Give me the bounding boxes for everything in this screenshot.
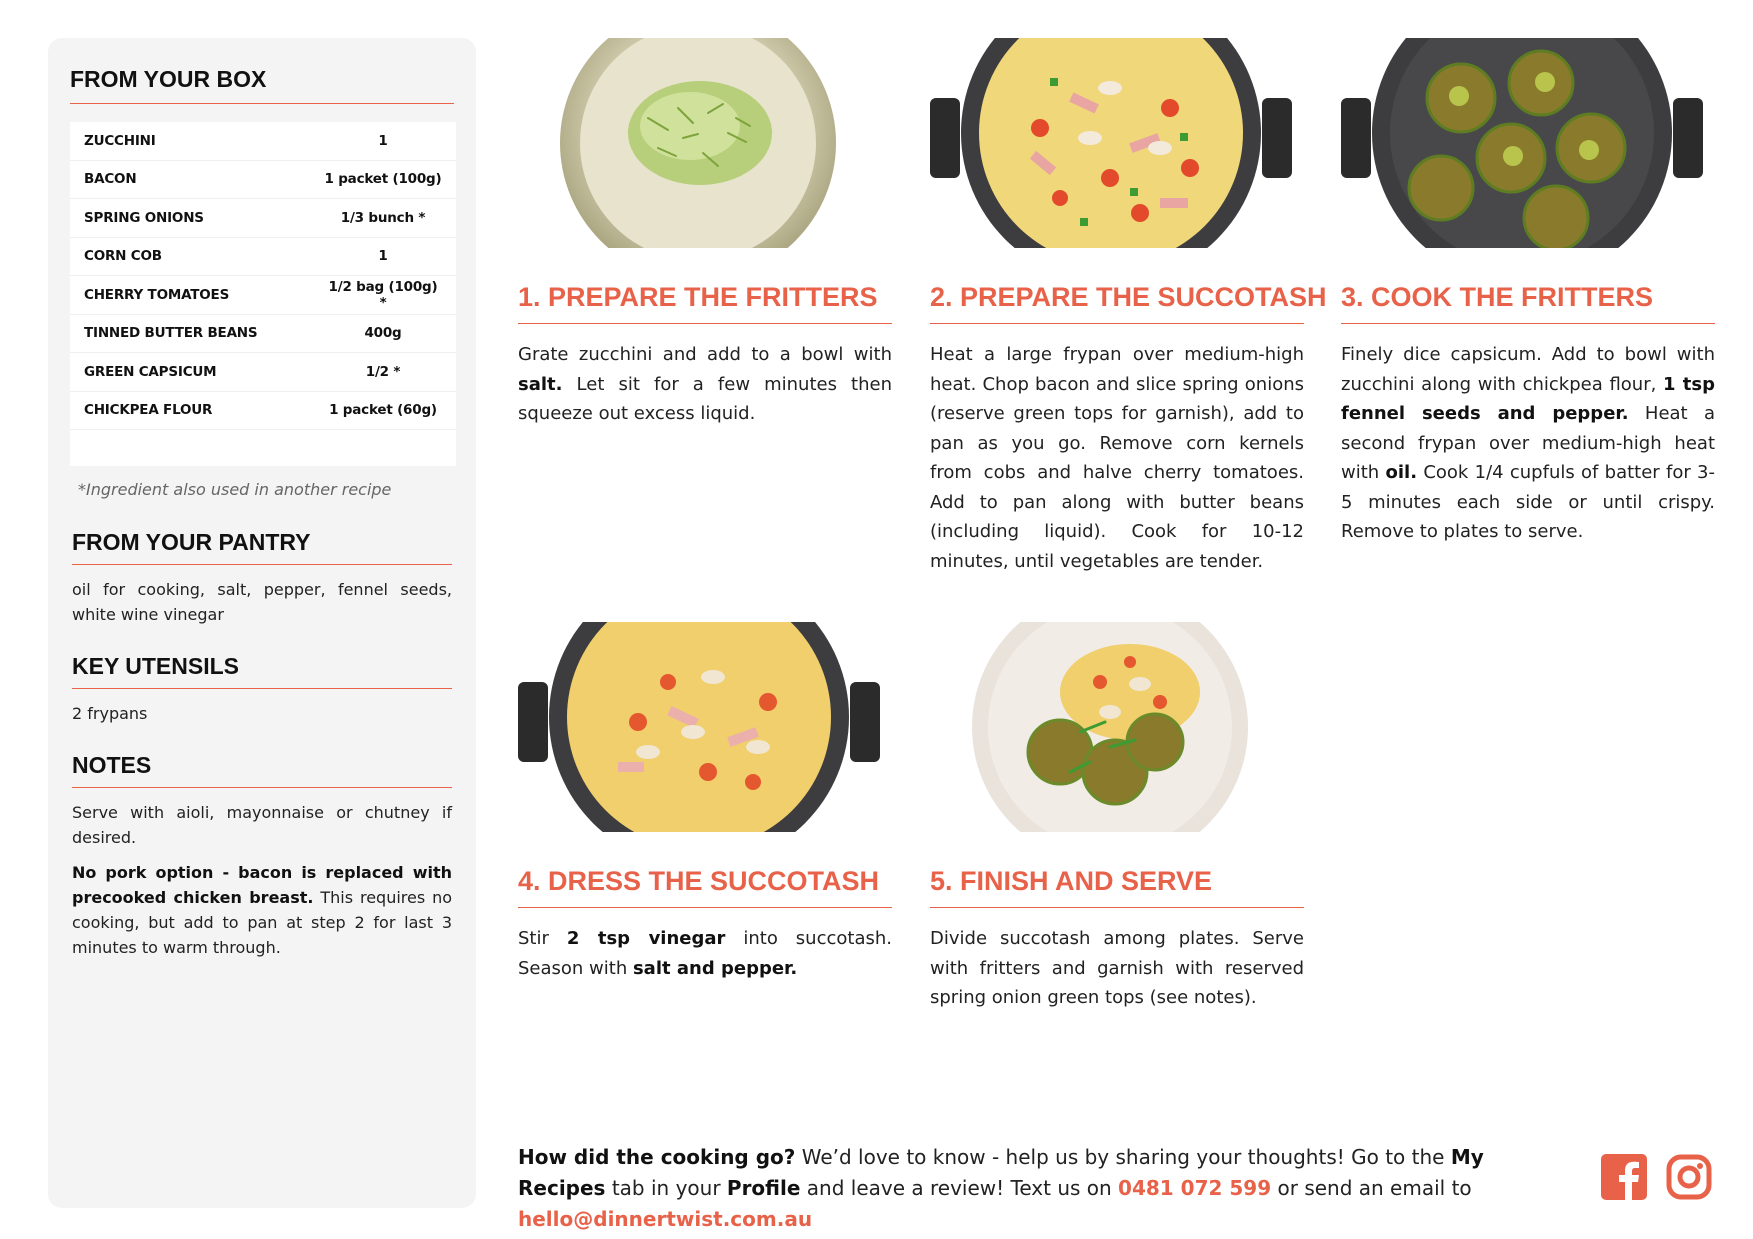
pantry-section <box>70 529 454 627</box>
ingredients-table <box>70 122 456 466</box>
step-text-segment: Heat a large frypan over medium-high heat. Chop bacon and slice spring onions (reserve green tops for garnish), add to pan as you go. Remove corn kernels from cobs and halve cherry tomatoes. Add to pan along with butter beans (including liquid). Cook for 10-12 minutes, until vegetables are tender. <box>930 344 1304 572</box>
ingredient-row <box>70 392 456 431</box>
ingredient-row <box>70 238 456 277</box>
step-2-text <box>930 340 1304 576</box>
ingredient-quantity: 1/3 bunch * <box>340 209 426 226</box>
step-text-bold: 2 tsp vinegar <box>566 928 726 949</box>
ingredient-quantity: 400g <box>364 325 402 342</box>
my-recipes-link[interactable]: My Recipes <box>518 1145 1484 1200</box>
ingredient-quantity: 1 <box>378 132 388 149</box>
step-3-title: 3. COOK THE FRITTERS <box>1341 282 1715 324</box>
ingredient-row <box>70 276 456 315</box>
email-link[interactable]: hello@dinnertwist.com.au <box>518 1207 813 1231</box>
photo-grated-zucchini-bowl <box>518 38 880 248</box>
review-question: How did the cooking go? <box>518 1145 796 1169</box>
utensils-heading: KEY UTENSILS <box>72 653 452 689</box>
ingredient-row <box>70 199 456 238</box>
step-text-segment: Finely dice capsicum. Add to bowl with zucchini along with chickpea flour, <box>1341 344 1715 395</box>
notes-text: Serve with aioli, mayonnaise or chutney if desired. <box>72 803 452 847</box>
step-2-title: 2. PREPARE THE SUCCOTASH <box>930 282 1304 324</box>
step-1 <box>518 38 892 429</box>
ingredient-row <box>70 353 456 392</box>
facebook-icon[interactable] <box>1601 1154 1647 1200</box>
no-pork-option-text: This requires no cooking, but add to pan at step 2 for last 3 minutes to warm through. <box>72 888 453 957</box>
photo-dressed-succotash-pan <box>518 622 880 832</box>
notes-heading: NOTES <box>72 752 452 788</box>
step-4 <box>518 622 892 983</box>
ingredient-quantity: 1/2 * <box>365 363 401 380</box>
step-5-title: 5. FINISH AND SERVE <box>930 866 1304 908</box>
step-text-segment: into succotash. Season with <box>518 928 892 979</box>
ingredient-name: GREEN CAPSICUM <box>84 363 217 380</box>
step-text-segment: Cook 1/4 cupfuls of batter for 3-5 minutes each side or until crispy. Remove to plates to serve. <box>1341 462 1715 542</box>
from-your-box-heading: FROM YOUR BOX <box>70 66 454 104</box>
ingredient-quantity: 1 <box>378 248 388 265</box>
step-text-bold: salt and pepper. <box>632 957 798 979</box>
step-1-text <box>518 340 892 429</box>
step-text-segment: Stir <box>518 928 567 949</box>
review-text-2: tab in your <box>605 1176 727 1200</box>
step-text-bold: salt. <box>518 373 563 395</box>
instagram-icon[interactable] <box>1666 1154 1712 1200</box>
step-text-bold: 1 tsp fennel seeds and pepper. <box>1341 373 1715 424</box>
ingredient-name: CHERRY TOMATOES <box>84 286 230 303</box>
ingredient-name: CHICKPEA FLOUR <box>84 402 213 419</box>
no-pork-option-bold: No pork option - bacon is replaced with precooked chicken breast. <box>72 863 452 907</box>
utensils-text: 2 frypans <box>72 704 148 723</box>
step-5-text <box>930 924 1304 1013</box>
shared-ingredient-note: *Ingredient also used in another recipe <box>78 480 392 499</box>
ingredient-quantity: 1 packet (60g) <box>329 402 437 419</box>
pantry-heading: FROM YOUR PANTRY <box>72 529 452 565</box>
ingredient-name: CORN COB <box>84 248 162 265</box>
ingredient-name: ZUCCHINI <box>84 132 156 149</box>
photo-plated-dish <box>930 622 1292 832</box>
step-3 <box>1341 38 1715 547</box>
no-pork-note <box>72 860 452 960</box>
step-5 <box>930 622 1304 1013</box>
notes-section <box>70 752 454 960</box>
step-3-text <box>1341 340 1715 547</box>
ingredient-name: TINNED BUTTER BEANS <box>84 325 258 342</box>
review-prompt <box>518 1142 1578 1235</box>
ingredient-name: SPRING ONIONS <box>84 209 204 226</box>
step-text-bold: oil. <box>1385 462 1418 483</box>
step-text-segment: Heat a second frypan over medium-high heat with <box>1341 403 1716 483</box>
review-text-1: We’d love to know - help us by sharing your thoughts! Go to the <box>795 1145 1451 1169</box>
ingredient-quantity: 1/2 bag (100g) * <box>328 278 438 311</box>
photo-succotash-pan <box>930 38 1292 248</box>
pantry-text: oil for cooking, salt, pepper, fennel seeds, white wine vinegar <box>72 580 452 624</box>
step-4-title: 4. DRESS THE SUCCOTASH <box>518 866 892 908</box>
profile-link[interactable]: Profile <box>726 1176 801 1200</box>
photo-fritters-pan <box>1341 38 1703 248</box>
step-text-segment: Divide succotash among plates. Serve with fritters and garnish with reserved spring onion green tops (see notes). <box>930 928 1304 1008</box>
utensils-section <box>70 653 454 726</box>
sidebar-panel <box>48 38 476 1208</box>
ingredient-quantity: 1 packet (100g) <box>324 171 442 188</box>
step-text-segment: Grate zucchini and add to a bowl with <box>518 344 892 365</box>
step-2 <box>930 38 1327 576</box>
ingredient-row <box>70 315 456 354</box>
step-text-segment: Let sit for a few minutes then squeeze out excess liquid. <box>518 373 892 424</box>
review-text-3: and leave a review! Text us on <box>800 1176 1119 1200</box>
ingredient-row <box>70 122 456 161</box>
phone-number-link[interactable]: 0481 072 599 <box>1118 1176 1272 1200</box>
ingredient-row <box>70 161 456 200</box>
review-text-4: or send an email to <box>1271 1176 1472 1200</box>
ingredient-name: BACON <box>84 171 137 188</box>
step-4-text <box>518 924 892 983</box>
step-1-title: 1. PREPARE THE FRITTERS <box>518 282 892 324</box>
